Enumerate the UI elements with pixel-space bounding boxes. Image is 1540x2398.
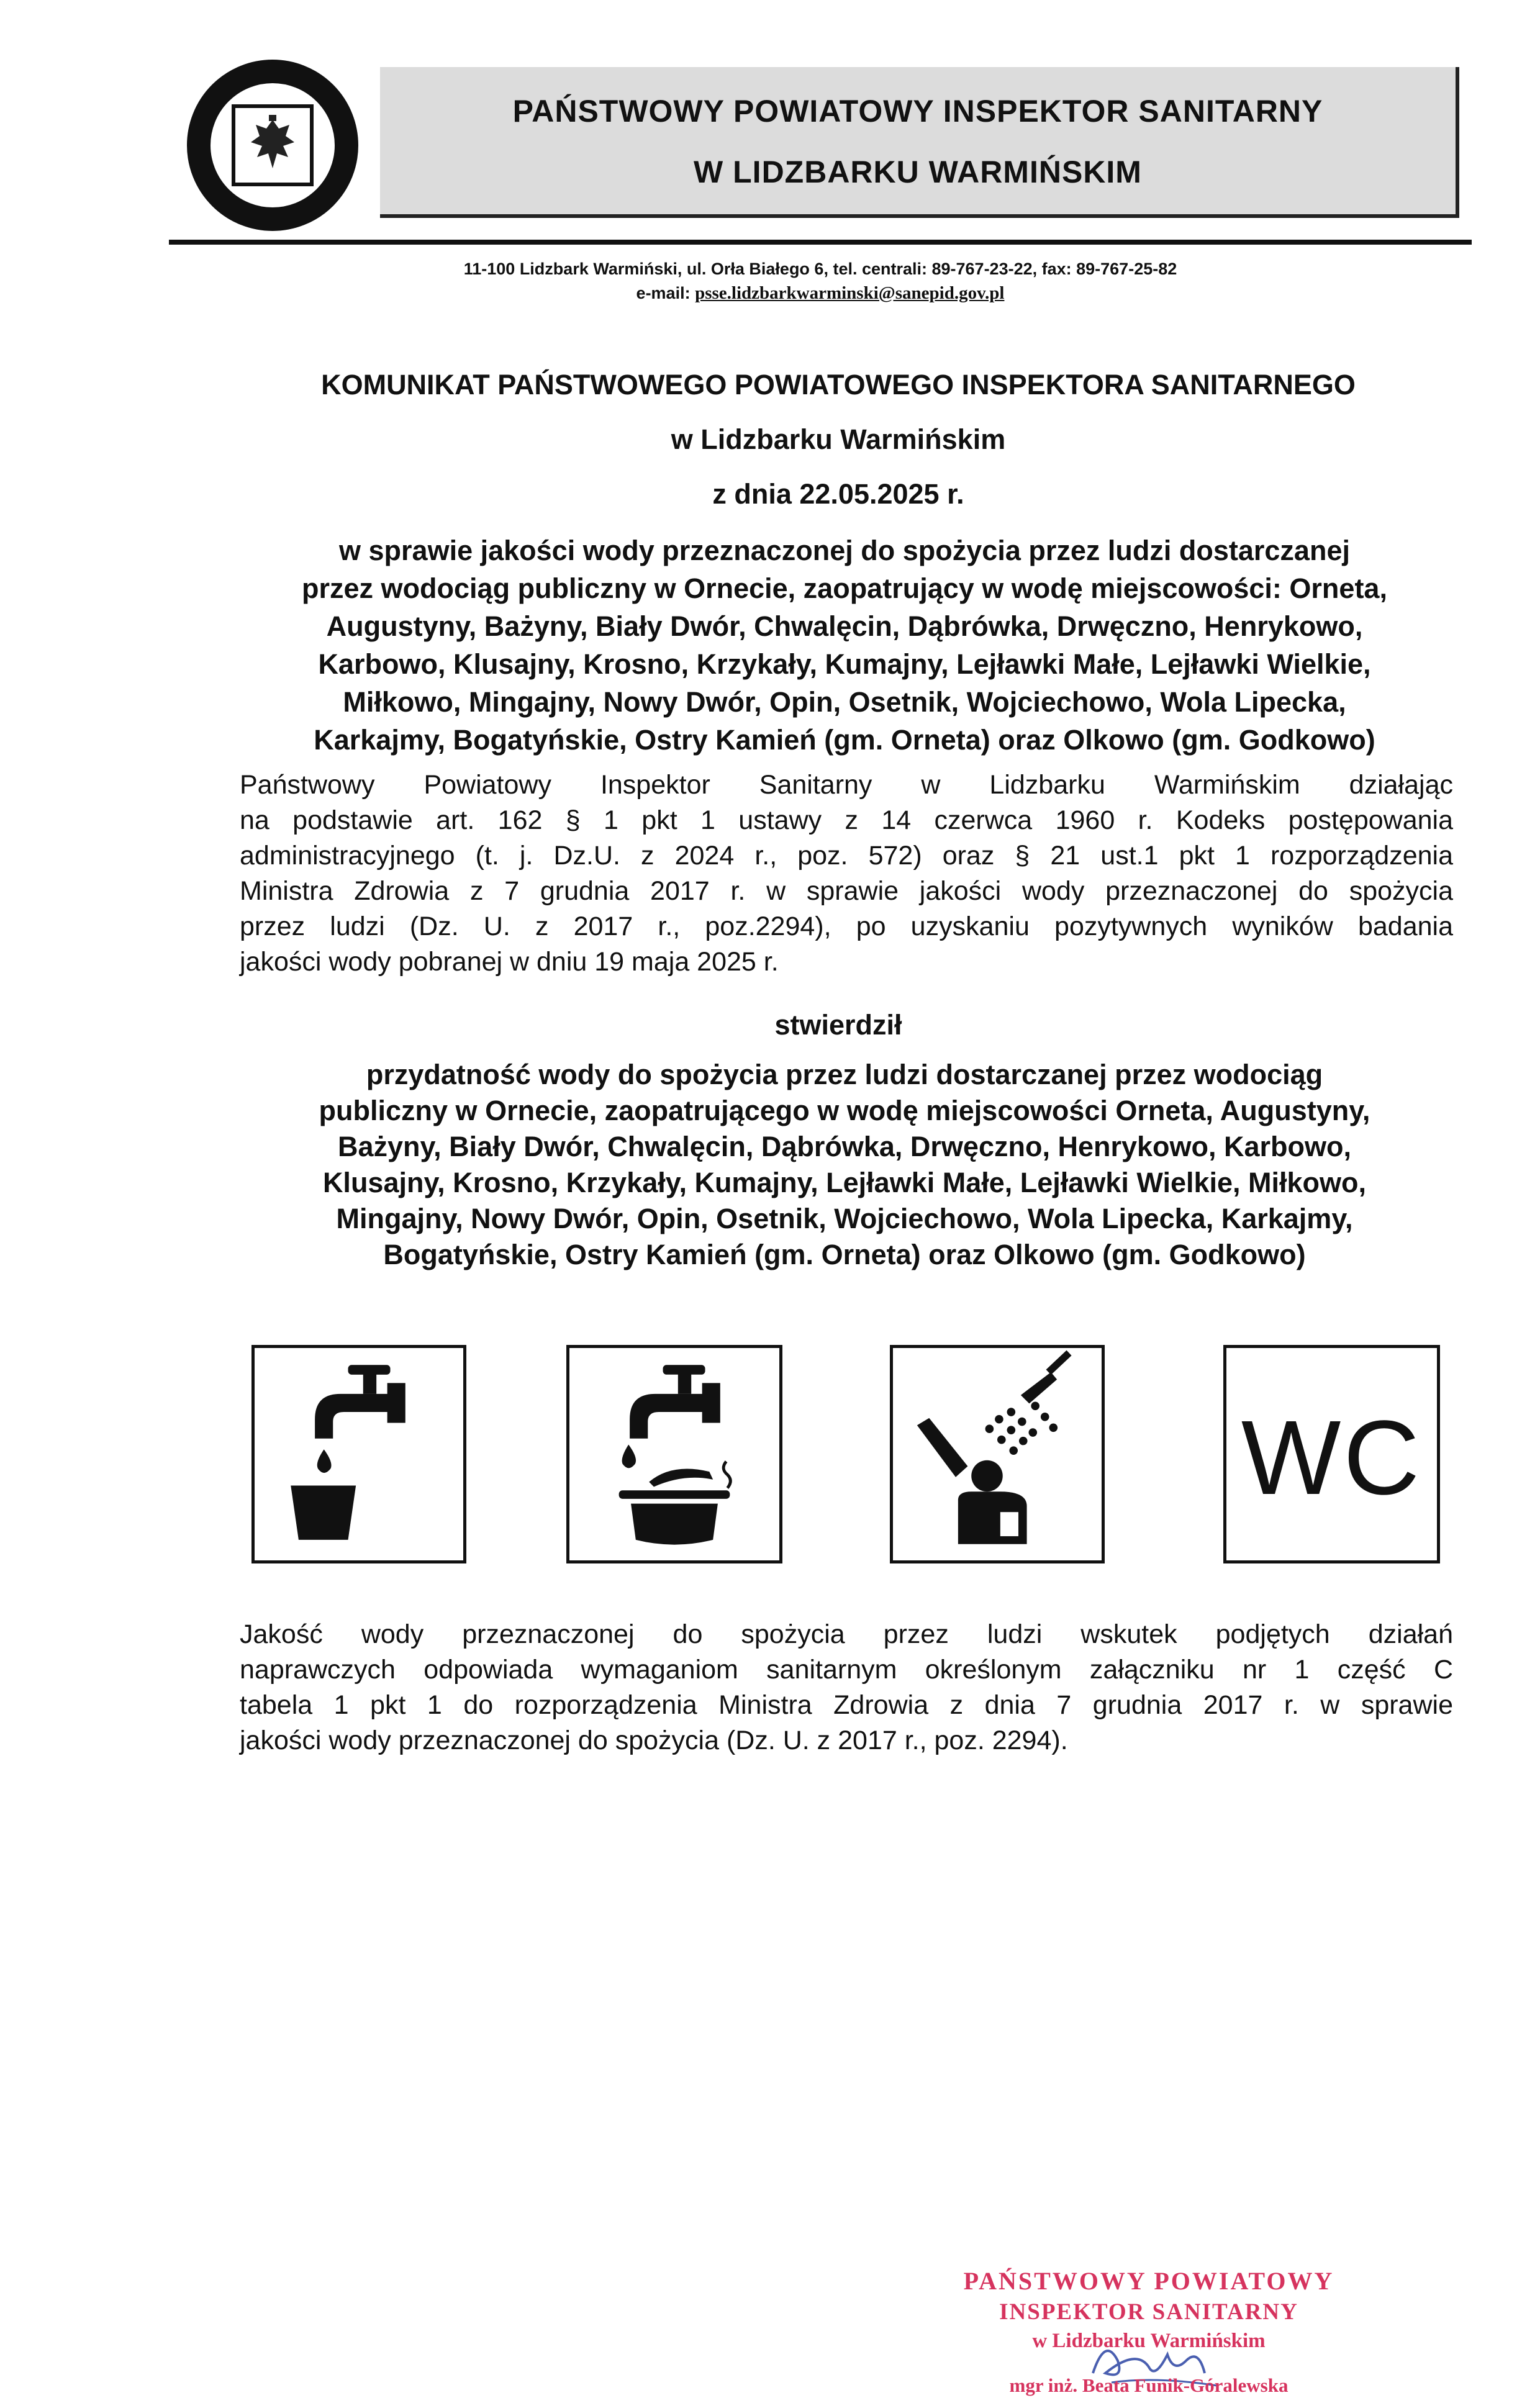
inspection-seal-logo [186, 59, 359, 232]
verdict-line: przydatność wody do spożycia przez ludzi dostarczanej przez wodociąg [366, 1059, 1323, 1090]
paragraph-line: Państwowy Powiatowy Inspektor Sanitarny w Lidzbarku Warmińskim działając [240, 770, 1453, 800]
closing-paragraph [240, 1617, 1453, 1758]
paragraph-line: przez ludzi (Dz. U. z 2017 r., poz.2294), po uzyskaniu pozytywnych wyników badania [240, 912, 1453, 941]
legal-basis-paragraph [240, 767, 1453, 980]
shower-icon [890, 1345, 1105, 1563]
paragraph-line: Ministra Zdrowia z 7 grudnia 2017 r. w sprawie jakości wody przeznaczonej do spożycia [240, 876, 1453, 906]
stamp-line3: w Lidzbarku Warmińskim [1032, 2330, 1266, 2352]
stamp-line2: INSPEKTOR SANITARNY [999, 2299, 1298, 2325]
subject-line: w sprawie jakości wody przeznaczonej do spożycia przez ludzi dostarczanej [339, 535, 1350, 566]
verdict-line: publiczny w Ornecie, zaopatrującego w wodę miejscowości Orneta, Augustyny, [319, 1095, 1370, 1126]
cooking-water-icon [566, 1345, 782, 1563]
wc-icon [1223, 1345, 1440, 1563]
paragraph-line: tabela 1 pkt 1 do rozporządzenia Ministra Zdrowia z dnia 7 grudnia 2017 r. w sprawie [240, 1690, 1453, 1720]
paragraph-line: naprawczych odpowiada wymaganiom sanitarnym określonym załączniku nr 1 część C [240, 1655, 1453, 1685]
verdict-line: Klusajny, Krosno, Krzykały, Kumajny, Lejławki Małe, Lejławki Wielkie, Miłkowo, [322, 1167, 1367, 1198]
paragraph-line: administracyjnego (t. j. Dz.U. z 2024 r., poz. 572) oraz § 21 ust.1 pkt 1 rozporządzenia [240, 841, 1453, 871]
announcement-date: z dnia 22.05.2025 r. [712, 478, 964, 510]
institution-address: 11-100 Lidzbark Warmiński, ul. Orła Białego 6, tel. centrali: 89-767-23-22, fax: 89-767-25-82 [463, 260, 1177, 278]
verdict-line: Bogatyńskie, Ostry Kamień (gm. Orneta) oraz Olkowo (gm. Godkowo) [383, 1239, 1306, 1270]
stamp-line1: PAŃSTWOWY POWIATOWY [963, 2267, 1334, 2295]
decision-heading: stwierdził [774, 1009, 902, 1041]
stamp-signatory: mgr inż. Beata Funik-Góralewska [1009, 2374, 1289, 2396]
subject-line: Karkajmy, Bogatyńskie, Ostry Kamień (gm. Orneta) oraz Olkowo (gm. Godkowo) [314, 724, 1375, 756]
subject-line: przez wodociąg publiczny w Ornecie, zaopatrujący w wodę miejscowości: Orneta, [302, 572, 1387, 604]
verdict-line: Bażyny, Biały Dwór, Chwalęcin, Dąbrówka, Drwęczno, Henrykowo, Karbowo, [337, 1131, 1352, 1162]
verdict-line: Mingajny, Nowy Dwór, Opin, Osetnik, Wojciechowo, Wola Lipecka, Karkajmy, [336, 1203, 1353, 1234]
email-link[interactable]: psse.lidzbarkwarminski@sanepid.gov.pl [695, 283, 1005, 303]
subject-line: Augustyny, Bażyny, Biały Dwór, Chwalęcin, Dąbrówka, Drwęczno, Henrykowo, [326, 610, 1363, 642]
announcement-subject [211, 532, 1478, 759]
institution-email-line [169, 283, 1472, 304]
email-label: e-mail: [636, 284, 695, 302]
subject-line: Karbowo, Klusajny, Krosno, Krzykały, Kumajny, Lejławki Małe, Lejławki Wielkie, [318, 648, 1371, 680]
paragraph-line: jakości wody pobranej w dniu 19 maja 2025 r. [240, 947, 779, 977]
institution-title-box [380, 67, 1459, 218]
paragraph-line: jakości wody przeznaczonej do spożycia (Dz. U. z 2017 r., poz. 2294). [240, 1726, 1068, 1755]
subject-line: Miłkowo, Mingajny, Nowy Dwór, Opin, Osetnik, Wojciechowo, Wola Lipecka, [343, 686, 1346, 718]
paragraph-line: na podstawie art. 162 § 1 pkt 1 ustawy z 14 czerwca 1960 r. Kodeks postępowania [240, 805, 1453, 835]
verdict-text [211, 1057, 1478, 1273]
paragraph-line: Jakość wody przeznaczonej do spożycia przez ludzi wskutek podjętych działań [240, 1619, 1453, 1649]
drinking-water-icon [251, 1345, 466, 1563]
institution-title-line2: W LIDZBARKU WARMIŃSKIM [694, 155, 1142, 189]
announcement-subtitle: w Lidzbarku Warmińskim [671, 423, 1006, 455]
wc-label: WC [1241, 1399, 1423, 1517]
institution-title-line1: PAŃSTWOWY POWIATOWY INSPEKTOR SANITARNY [512, 94, 1323, 129]
announcement-title: KOMUNIKAT PAŃSTWOWEGO POWIATOWEGO INSPEKTORA SANITARNEGO [321, 369, 1356, 400]
header-divider [169, 240, 1472, 245]
